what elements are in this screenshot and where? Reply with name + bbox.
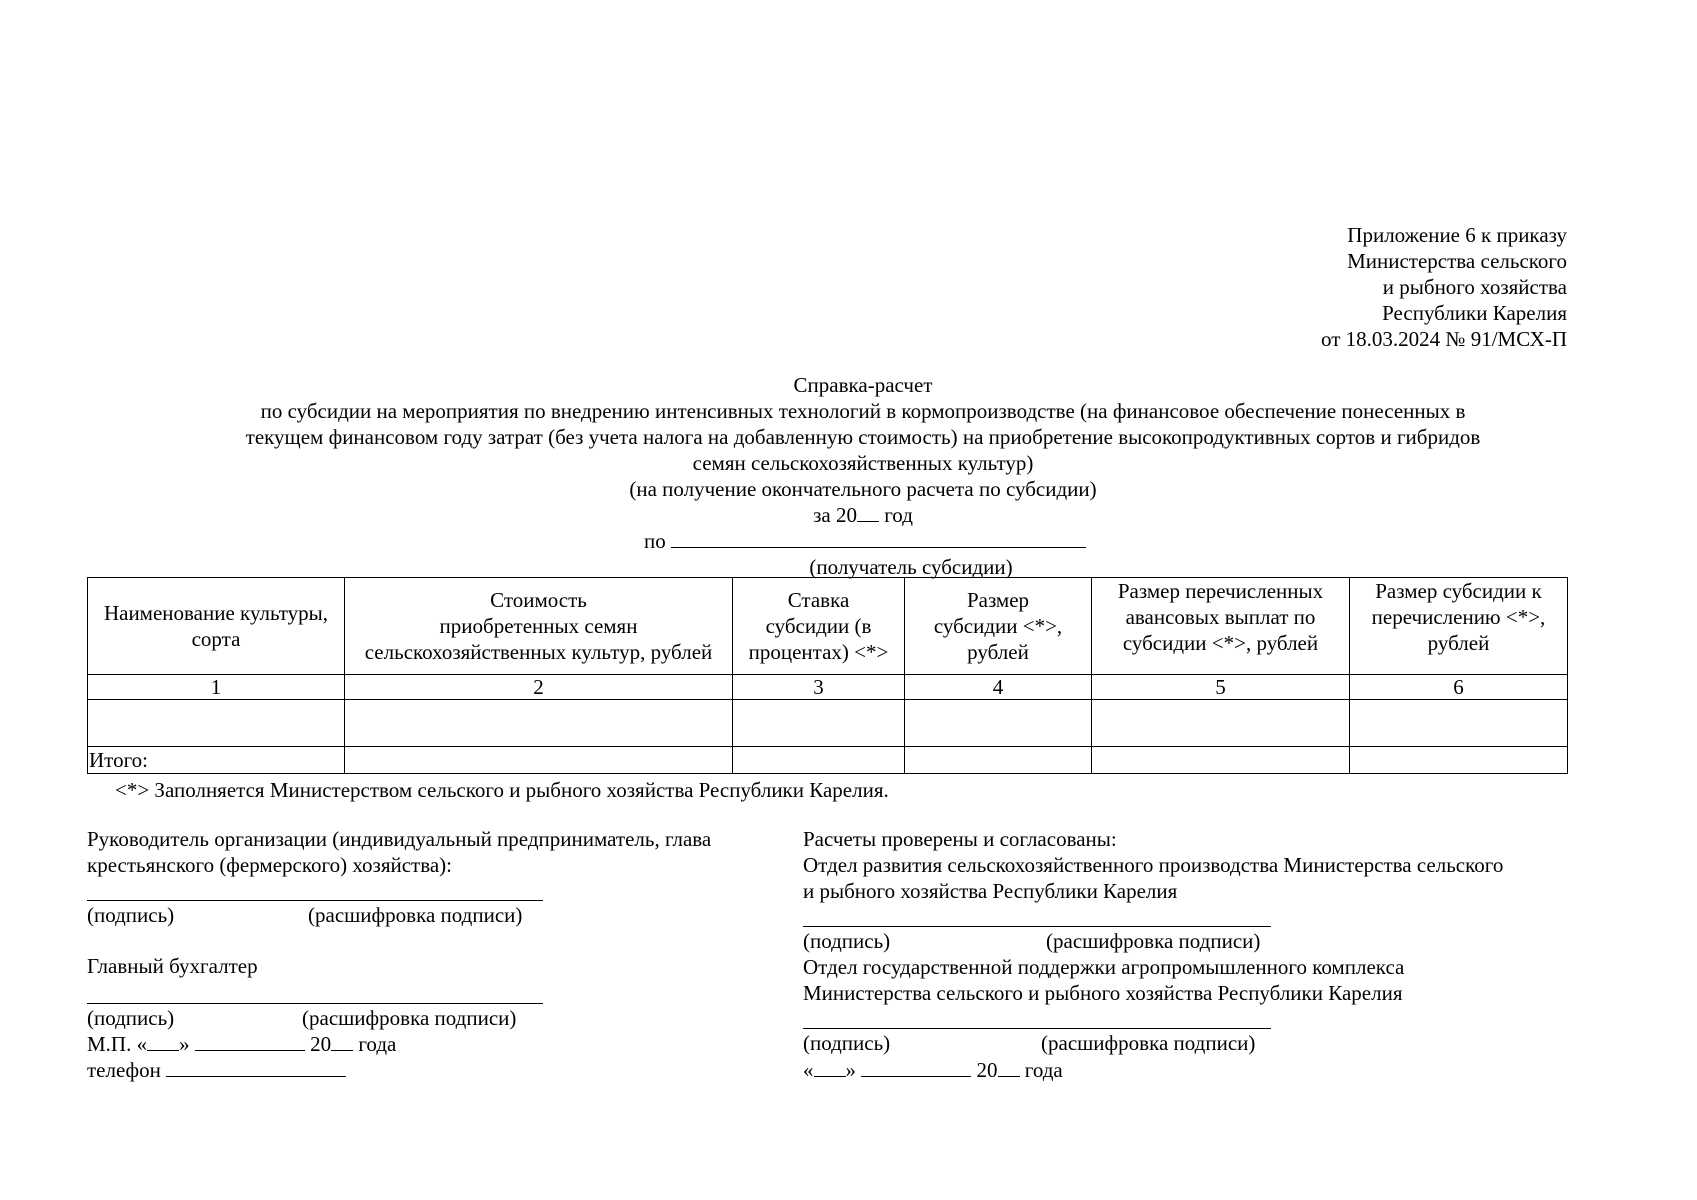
accountant-signature-line[interactable] [87,1003,543,1004]
header-cell-culture: Наименование культуры, сорта [88,578,345,675]
table-cell[interactable] [733,700,905,747]
period-line [150,502,1576,528]
recipient-prefix: по [644,529,666,553]
date-prefix: « [803,1058,814,1082]
document-title-block [150,372,1576,580]
month-blank[interactable] [861,1076,971,1077]
appendix-line: Приложение 6 к приказу [1347,223,1567,247]
date-suffix: года [1019,1058,1063,1082]
appendix-reference [1321,222,1567,352]
table-cell[interactable] [905,747,1092,774]
approval-date-line [803,1057,1063,1083]
phone-label: телефон [87,1058,161,1082]
year-blank[interactable] [857,521,879,522]
table-cell[interactable] [88,700,345,747]
checked-label: Расчеты проверены и согласованы: [803,827,1117,851]
total-label: Итого: [88,747,345,774]
table-header-row [88,578,1568,675]
signature-caption: (подпись) [87,1006,175,1030]
head-label-line2: крестьянского (фермерского) хозяйства): [87,853,452,877]
table-cell[interactable] [905,700,1092,747]
appendix-line: от 18.03.2024 № 91/МСХ-П [1321,327,1567,351]
header-cell-subsidy-to-transfer: Размер субсидии к перечислению <*>, рублей [1350,578,1568,675]
title-line: текущем финансовом году затрат (без учета налога на добавленную стоимость) на приобретение высокопродуктивных сортов и гибридов [245,425,1481,449]
total-row [88,747,1568,774]
head-label-line1: Руководитель организации (индивидуальный предприниматель, глава [87,827,712,851]
head-signature-line[interactable] [87,900,543,901]
stamp-year: 20 [310,1032,332,1056]
decoding-caption: (расшифровка подписи) [1041,1031,1256,1055]
appendix-line: и рыбного хозяйства [1382,275,1567,299]
appendix-line: Республики Карелия [1382,301,1567,325]
appendix-line: Министерства сельского [1347,249,1567,273]
phone-blank[interactable] [166,1076,346,1077]
header-cell-cost: Стоимость приобретенных семян сельскохозяйственных культур, рублей [345,578,733,675]
title-line: по субсидии на мероприятия по внедрению интенсивных технологий в кормопроизводстве (на финансовое обеспечение понесенных в [260,399,1466,423]
table-cell[interactable] [1092,747,1350,774]
decoding-caption: (расшифровка подписи) [308,903,523,927]
table-row [88,700,1568,747]
date-mid: » [845,1058,856,1082]
dept1-line1: Отдел развития сельскохозяйственного производства Министерства сельского [803,853,1504,877]
table-cell[interactable] [1350,747,1568,774]
signature-caption: (подпись) [87,903,175,927]
day-blank[interactable] [147,1050,179,1051]
table-cell[interactable] [1092,700,1350,747]
table-cell[interactable] [733,747,905,774]
calculation-table [87,577,1568,774]
column-number: 6 [1350,675,1568,700]
dept2-line2: Министерства сельского и рыбного хозяйства Республики Карелия [803,981,1403,1005]
column-number-row [88,675,1568,700]
year-blank[interactable] [998,1076,1020,1077]
footnote: <*> Заполняется Министерством сельского и рыбного хозяйства Республики Карелия. [115,778,889,802]
signature-caption: (подпись) [803,1031,891,1055]
dept1-signature-line[interactable] [803,926,1271,927]
year-blank[interactable] [331,1050,353,1051]
day-blank[interactable] [814,1076,846,1077]
document-heading: Справка-расчет [793,373,933,397]
decoding-caption: (расшифровка подписи) [1046,929,1261,953]
table-cell[interactable] [345,700,733,747]
title-line: (на получение окончательного расчета по субсидии) [629,477,1097,501]
date-year: 20 [976,1058,998,1082]
recipient-blank[interactable] [671,547,1086,548]
header-cell-advance-payments: Размер перечисленных авансовых выплат по субсидии <*>, рублей [1092,578,1350,675]
dept1-line2: и рыбного хозяйства Республики Карелия [803,879,1178,903]
recipient-caption: (получатель субсидии) [809,555,1013,579]
column-number: 3 [733,675,905,700]
period-suffix: год [878,503,913,527]
signature-caption: (подпись) [803,929,891,953]
dept2-signature-line[interactable] [803,1028,1271,1029]
column-number: 2 [345,675,733,700]
decoding-caption: (расшифровка подписи) [302,1006,517,1030]
dept2-line1: Отдел государственной поддержки агропромышленного комплекса [803,955,1405,979]
stamp-date-line [87,1031,396,1057]
chief-accountant-label: Главный бухгалтер [87,954,258,978]
stamp-mid: » [179,1032,190,1056]
column-number: 1 [88,675,345,700]
column-number: 4 [905,675,1092,700]
title-line: семян сельскохозяйственных культур) [692,451,1034,475]
column-number: 5 [1092,675,1350,700]
recipient-line [150,528,1576,554]
month-blank[interactable] [195,1050,305,1051]
stamp-suffix: года [353,1032,397,1056]
table-cell[interactable] [1350,700,1568,747]
phone-line [87,1057,346,1083]
header-cell-rate: Ставка субсидии (в процентах) <*> [733,578,905,675]
header-cell-subsidy-amount: Размер субсидии <*>, рублей [905,578,1092,675]
table-cell[interactable] [345,747,733,774]
period-prefix: за 20 [813,503,857,527]
stamp-prefix: М.П. « [87,1032,148,1056]
